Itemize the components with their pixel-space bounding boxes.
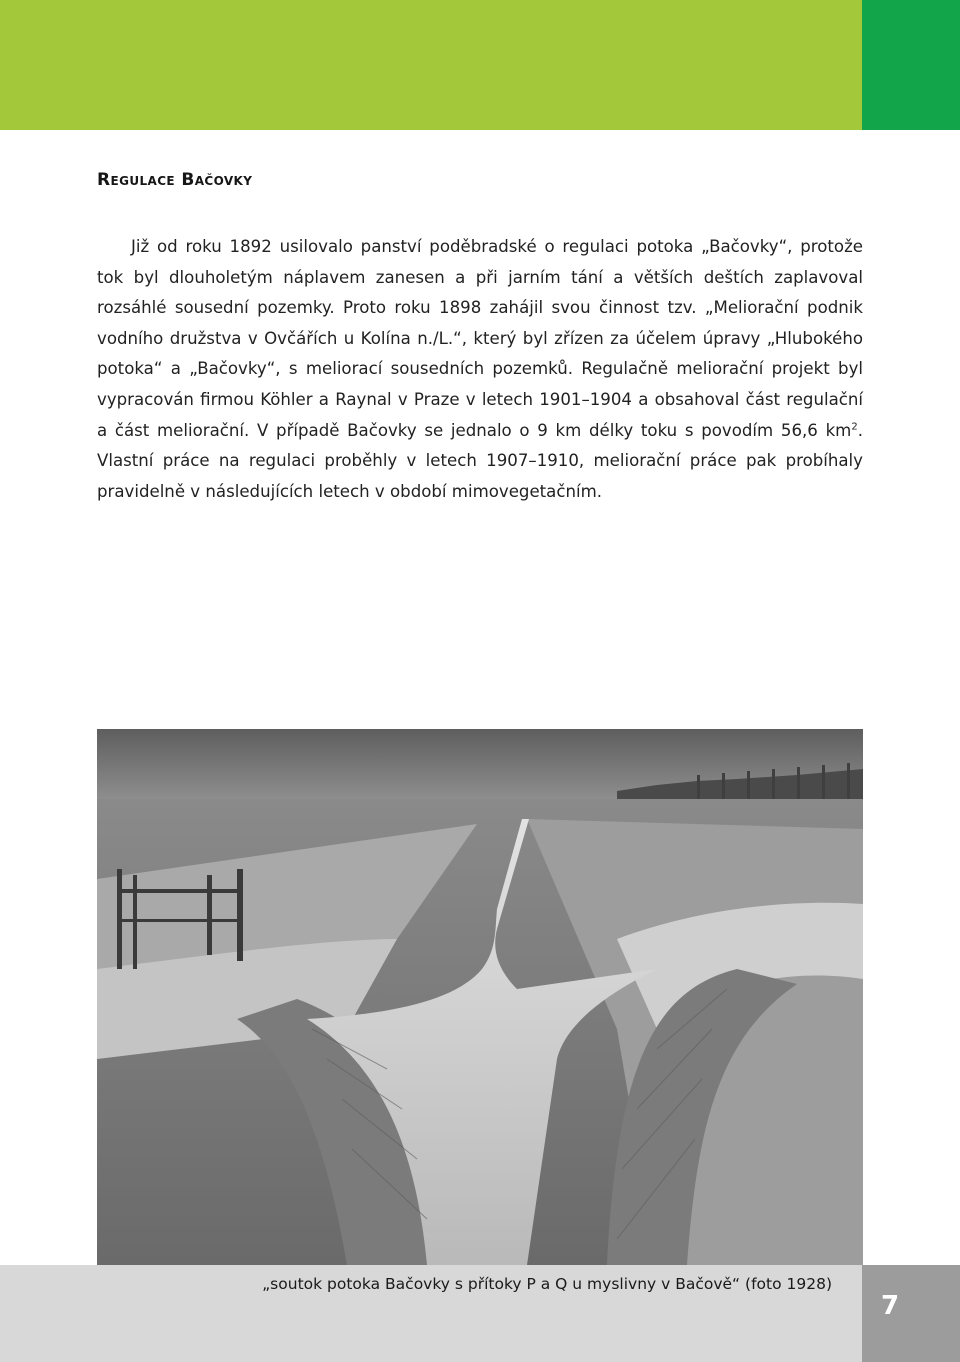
header-green-band [0, 0, 862, 130]
photo-caption: „soutok potoka Bačovky s přítoky P a Q u myslivny v Bačově“ (foto 1928) [262, 1275, 832, 1293]
paragraph-text-part-1: Již od roku 1892 usilovalo panství poděbradské o regulaci potoka „Bačovky“, protože tok byl dlouholetým náplavem zanesen a při jarním tání a větších deštích zaplavoval rozsáhlé sousední pozemky. Proto roku 1898 zahájil svou činnost tzv. „Meliorační podnik vodního družstva v Ovčářích u Kolína n./L.“, který byl zřízen za účelem úpravy „Hlubokého potoka“ a „Bačovky“, s meliorací sousedních pozemků. Regulačně meliorační projekt byl vypracován firmou Köhler a Raynal v Praze v letech 1901–1904 a obsahoval část regulační a část meliorační. V případě Bačovky se jednalo o 9 km délky toku s povodím 56,6 km [97, 237, 863, 440]
superscript-2: 2 [851, 421, 858, 433]
header-accent-block [862, 0, 960, 130]
page-number-box [862, 1265, 960, 1362]
historic-photo [97, 729, 863, 1265]
paragraph-text-part-2: . Vlastní práce na regulaci proběhly v letech 1907–1910, meliorační práce pak probíhaly pravidelně v následujících letech v období mimovegetačním. [97, 420, 863, 501]
body-paragraph [97, 232, 863, 507]
section-title: Regulace Bačovky [97, 170, 253, 190]
caption-bar [0, 1265, 862, 1362]
page-number: 7 [880, 1291, 900, 1321]
